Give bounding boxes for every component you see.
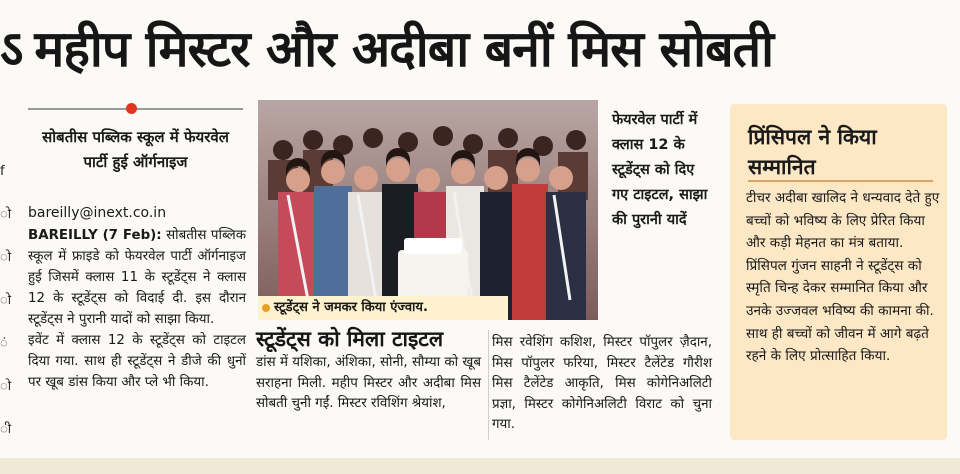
article-body-column-2: डांस में यशिका, अंशिका, सोनी, सौम्या को खूब सराहना मिली. महीप मिस्टर और अदीबा मिस सोबती चुनी गईं. मिस्टर रविशिंग श्रेयांश, [256, 355, 481, 411]
sidebar-box-title: प्रिंसिपल ने किया सम्मानित [748, 125, 877, 179]
edge-fragment: ो [0, 207, 12, 222]
dateline: BAREILLY (7 Feb): [28, 228, 162, 243]
paragraph-1 [28, 225, 246, 330]
subhead-titles: स्टूडेंट्स को मिला टाइटल [256, 327, 444, 351]
sidebar-box-body: टीचर अदीबा खालिद ने धन्यवाद देते हुए बच्चों को भविष्य के लिए प्रेरित किया और कड़ी मेहनत का मंत्र बताया. प्रिंसिपल गुंजन साहनी ने स्टूडेंट्स को स्मृति चिन्ह देकर सम्मानित किया और उनके उज्जवल भविष्य की कामना की. साथ ही बच्चों को जीवन में आगे बढ़ते रहने के लिए प्रोत्साहित किया. [746, 190, 940, 365]
sidebar-box-divider [748, 180, 933, 182]
reporter-email[interactable]: bareilly@inext.co.in [28, 205, 167, 221]
edge-fragment: f [0, 164, 5, 179]
headline [0, 10, 960, 88]
edge-fragment: ो [0, 379, 12, 394]
edge-fragment: ो [0, 250, 12, 265]
group-photo-illustration [258, 100, 598, 320]
red-dot-icon [126, 103, 137, 114]
edge-fragment: ी [0, 422, 12, 437]
edge-fragment: ो [0, 293, 12, 308]
subhead: सोबतीस पब्लिक स्कूल में फेयरवेल पार्टी हुई ऑर्गनाइज [42, 128, 229, 171]
bottom-band [0, 458, 960, 474]
side-caption: फेयरवेल पार्टी में क्लास 12 के स्टूडेंट्स को दिए गए टाइटल, साझा की पुरानी यादें [612, 112, 708, 228]
photo-caption: स्टूडेंट्स ने जमकर किया एंज्वाय. [258, 296, 508, 320]
previous-column-edge [0, 150, 12, 451]
article-body-column-1 [28, 225, 246, 393]
paragraph-2: इवेंट में क्लास 12 के स्टूडेंट्स को टाइटल दिया गया. साथ ही स्टूडेंट्स ने डीजे की धुनों पर खूब डांस किया और प्ले भी किया. [28, 333, 246, 390]
caption-bullet-icon [262, 304, 270, 312]
headline-clipped-prefix: ऽ [0, 20, 23, 78]
paragraph-1-text: सोबतीस पब्लिक स्कूल में फ्राइडे को फेयरवेल पार्टी ऑर्गनाइज हुई जिसमें क्लास 11 के स्टूडेंट्स ने क्लास 12 के स्टूडेंट्स को विदाई दी. इस दौरान स्टूडेंट्स ने पुरानी यादों को साझा किया. [28, 228, 246, 327]
edge-fragment: ं [0, 336, 8, 351]
headline-text: महीप मिस्टर और अदीबा बनीं मिस सोबती [34, 20, 774, 78]
article-body-column-3: मिस रवेशिंग कशिश, मिस्टर पॉपुलर ज़ैदान, मिस पॉपुलर फरिया, मिस्टर टैलेंटेड गौरीश मिस टैलेंटेड आकृति, मिस कोगेनिअलिटी प्रज्ञा, मिस्टर कोगेनिअलिटी विराट को चुना गया. [492, 335, 712, 432]
column-divider [488, 330, 489, 440]
group-photo [258, 100, 598, 320]
